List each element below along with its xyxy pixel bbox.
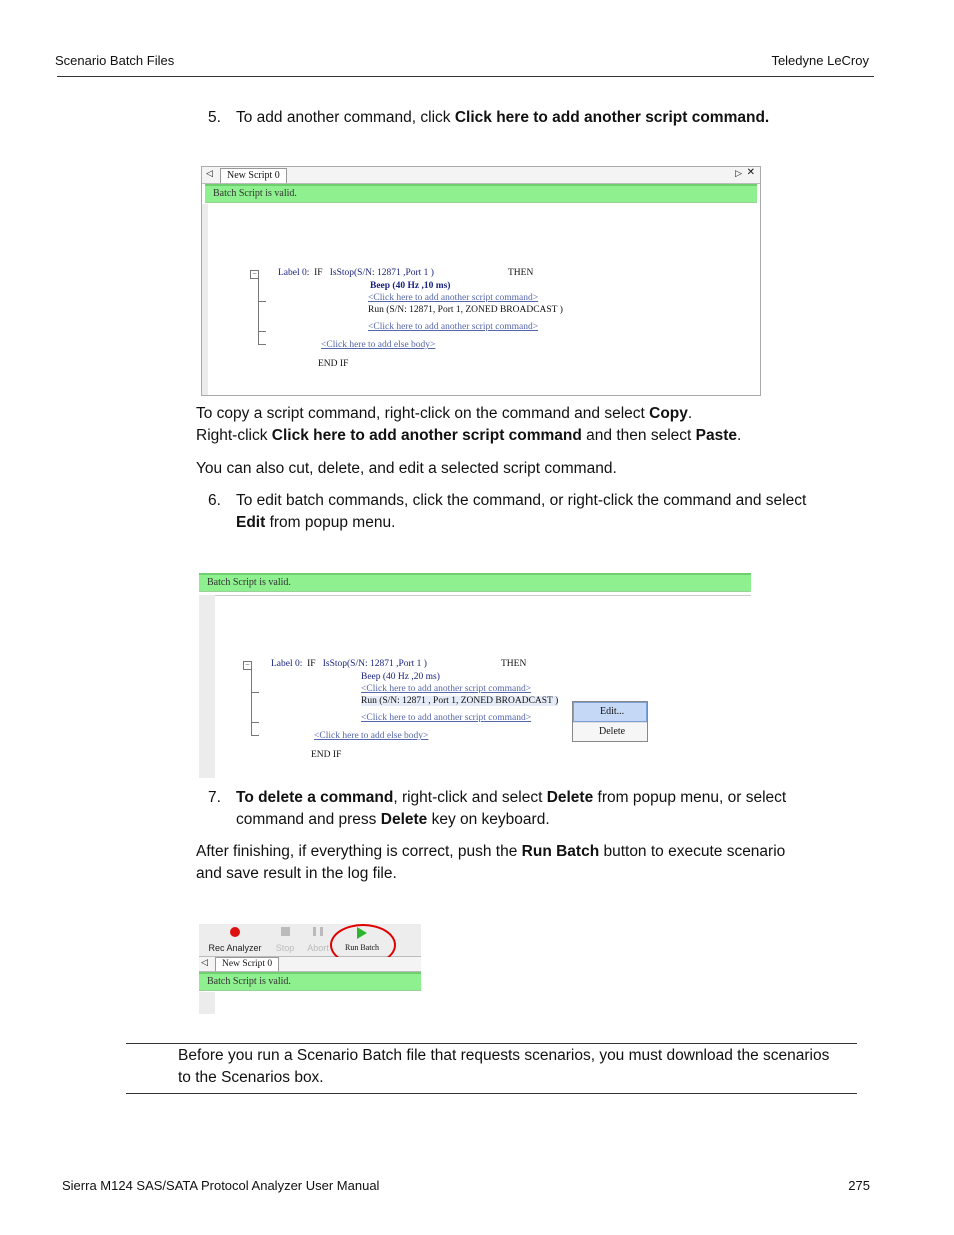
isstop-func[interactable]: IsStop(: [322, 659, 351, 669]
after-paragraph-line2: and save result in the log file.: [196, 865, 397, 882]
copy-bold: Copy: [649, 405, 688, 422]
step7-bold-3: Delete: [380, 811, 428, 828]
step7-bold-1: To delete a command: [236, 789, 394, 806]
abort-button[interactable]: [303, 927, 333, 953]
add-command-link-2[interactable]: <Click here to add another script command>: [361, 713, 532, 723]
batch-editor-screenshot-2: [199, 573, 751, 778]
header-rule: [57, 76, 874, 77]
pause-icon: [313, 927, 323, 936]
step7-number: 7.: [208, 789, 221, 806]
end-if-keyword: END IF: [318, 359, 349, 369]
tree-branch: [258, 301, 266, 302]
tab-label: New Script 0: [222, 959, 273, 969]
after-paragraph-line1: [196, 841, 785, 863]
toolbar-screenshot: [199, 924, 421, 1014]
also-paragraph: You can also cut, delete, and edit a selected script command.: [196, 460, 617, 477]
tree-branch: [251, 722, 259, 723]
step6-number: 6.: [208, 492, 221, 509]
collapse-icon[interactable]: −: [243, 661, 252, 670]
step7-line2: [236, 809, 550, 831]
note-top-rule: [126, 1043, 857, 1044]
paste-period: .: [737, 427, 742, 444]
isstop-func[interactable]: IsStop(: [329, 268, 358, 278]
tab-new-script[interactable]: [220, 168, 287, 183]
then-keyword: THEN: [501, 659, 527, 669]
if-keyword: IF: [307, 659, 316, 669]
add-command-link-1[interactable]: <Click here to add another script command>: [368, 293, 539, 303]
page-number: 275: [848, 1178, 870, 1193]
label-text: Label 0:: [271, 659, 303, 669]
paste-bold-2: Paste: [695, 427, 737, 444]
rec-label: Rec Analyzer: [208, 943, 262, 953]
note-line2: to the Scenarios box.: [178, 1069, 324, 1086]
context-menu: [572, 701, 648, 742]
add-command-link-2[interactable]: <Click here to add another script command>: [368, 322, 539, 332]
step5-number: 5.: [208, 109, 221, 126]
beep-command[interactable]: Beep (40 Hz ,10 ms): [370, 281, 451, 291]
menu-item-edit[interactable]: Edit...: [573, 702, 647, 722]
tree-branch: [258, 331, 266, 332]
scroll-left-icon[interactable]: ◁: [206, 168, 213, 178]
gutter: [199, 595, 215, 778]
copy-paragraph-line1: [196, 403, 692, 425]
after-text-2: button to execute scenario: [599, 843, 786, 860]
record-icon: [230, 927, 240, 937]
rec-analyzer-button[interactable]: [205, 927, 265, 953]
paste-bold-1: Click here to add another script command: [271, 427, 582, 444]
note-line1: Before you run a Scenario Batch file that requests scenarios, you must download the scenarios: [178, 1047, 830, 1064]
status-bar: Batch Script is valid.: [199, 972, 421, 991]
beep-command[interactable]: Beep (40 Hz ,20 ms): [361, 672, 440, 682]
step7-text-2: from popup menu, or select: [593, 789, 787, 806]
after-text-1: After finishing, if everything is correct, push the: [196, 843, 522, 860]
copy-text: To copy a script command, right-click on the command and select: [196, 405, 650, 422]
stop-button[interactable]: [271, 927, 299, 953]
step7-text-4: key on keyboard.: [427, 811, 550, 828]
header-left: Scenario Batch Files: [55, 53, 175, 68]
copy-paragraph-line2: [196, 425, 741, 447]
paste-text-2: and then select: [581, 427, 696, 444]
tree-branch: [258, 344, 266, 345]
step7-bold-2: Delete: [546, 789, 594, 806]
run-command[interactable]: Run (S/N: 12871, Port 1, ZONED BROADCAST ): [368, 305, 563, 315]
run-command-selected[interactable]: Run (S/N: 12871 , Port 1, ZONED BROADCAST ): [361, 696, 559, 706]
step6-bold: Edit: [236, 514, 266, 531]
run-batch-label: Run Batch: [345, 943, 379, 952]
tree-branch: [251, 692, 259, 693]
step7-text-1: , right-click and select: [393, 789, 547, 806]
abort-label: Abort: [307, 943, 329, 953]
tab-bar: [202, 167, 760, 184]
gutter: [199, 992, 215, 1014]
toolbar: [199, 924, 421, 957]
label-text: Label 0:: [278, 268, 310, 278]
end-if-keyword: END IF: [311, 750, 342, 760]
tab-new-script[interactable]: [215, 957, 279, 971]
isstop-arg[interactable]: S/N: 12871 ,Port 1 ): [357, 268, 434, 278]
divider: [199, 595, 751, 596]
copy-period: .: [687, 405, 693, 422]
tab-label: New Script 0: [227, 170, 280, 181]
add-else-body-link[interactable]: <Click here to add else body>: [321, 340, 436, 350]
step5-plain: To add another command, click: [236, 109, 455, 126]
label-0: [278, 268, 434, 278]
step6-line2: [236, 512, 395, 534]
step6-text: from popup menu.: [265, 514, 396, 531]
tree-line: [251, 670, 252, 735]
scroll-right-icon[interactable]: ▷: [735, 168, 742, 178]
gutter: [202, 204, 208, 395]
footer-left: Sierra M124 SAS/SATA Protocol Analyzer User Manual: [62, 1178, 380, 1193]
tab-bar: [199, 957, 421, 972]
step7-line1: [236, 787, 786, 809]
tree-branch: [251, 735, 259, 736]
then-keyword: THEN: [508, 268, 534, 278]
add-else-body-link[interactable]: <Click here to add else body>: [314, 731, 429, 741]
menu-item-delete[interactable]: Delete: [573, 722, 647, 741]
isstop-arg[interactable]: S/N: 12871 ,Port 1 ): [350, 659, 427, 669]
status-bar: Batch Script is valid.: [199, 573, 751, 592]
step5-text: [236, 107, 769, 129]
after-bold: Run Batch: [521, 843, 600, 860]
note-bottom-rule: [126, 1093, 857, 1094]
stop-icon: [281, 927, 290, 936]
collapse-icon[interactable]: −: [250, 270, 259, 279]
if-keyword: IF: [314, 268, 323, 278]
close-icon[interactable]: ✕: [746, 167, 755, 178]
tree-line: [258, 279, 259, 344]
scroll-left-icon[interactable]: ◁: [201, 957, 208, 967]
add-command-link-1[interactable]: <Click here to add another script command>: [361, 684, 532, 694]
label-0: [271, 659, 427, 669]
step6-line1: To edit batch commands, click the command, or right-click the command and select: [236, 492, 807, 509]
status-bar: Batch Script is valid.: [205, 184, 757, 203]
step7-text-3: command and press: [236, 811, 381, 828]
header-right: Teledyne LeCroy: [771, 53, 869, 68]
paste-text-1: Right-click: [196, 427, 272, 444]
stop-label: Stop: [275, 943, 295, 953]
batch-editor-screenshot-1: [201, 166, 761, 396]
step5-bold: Click here to add another script command.: [454, 109, 770, 126]
